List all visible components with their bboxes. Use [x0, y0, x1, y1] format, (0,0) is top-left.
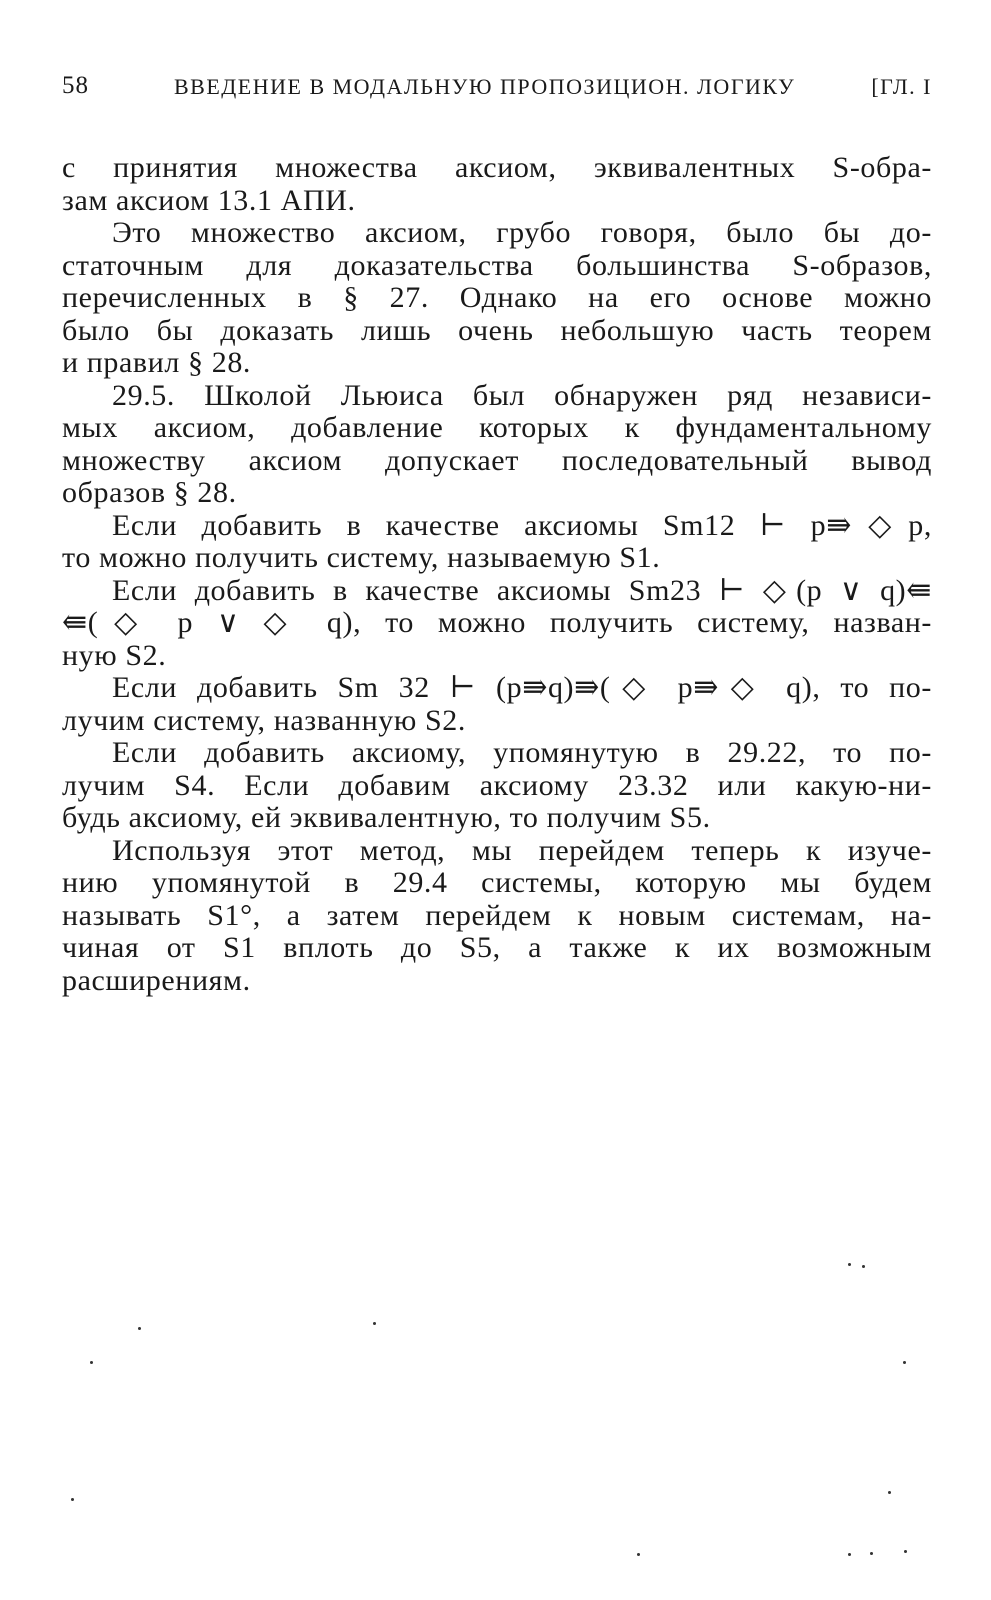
text-line: Если добавить в качестве аксиомы Sm12 ⊢ p⇛◇p, [112, 509, 932, 542]
scan-speck [903, 1361, 906, 1364]
scan-speck [848, 1553, 851, 1556]
text-line: называть S1°, а затем перейдем к новым системам, на- [62, 899, 932, 932]
text-line: Это множество аксиом, грубо говоря, было бы до- [112, 217, 932, 249]
scan-speck [848, 1263, 851, 1266]
text-line: чиная от S1 вплоть до S5, а также к их возможным [62, 932, 932, 964]
chapter-marker: [ГЛ. I [871, 74, 932, 99]
text-line: множеству аксиом допускает последовательный вывод [62, 444, 932, 477]
text-line: ⇚(◇ p ∨ ◇ q), то можно получить систему, назван- [62, 607, 932, 639]
text-line: и правил § 28. [62, 346, 252, 379]
text-line: ную S2. [62, 638, 167, 672]
text-line: статочным для доказательства большинства S-образов, [62, 249, 932, 282]
text-line: мых аксиом, добавление которых к фундаментальному [62, 412, 932, 444]
text-line: то можно получить систему, называемую S1. [62, 541, 661, 574]
running-title: ВВЕДЕНИЕ В МОДАЛЬНУЮ ПРОПОЗИЦИОН. ЛОГИКУ [174, 74, 796, 99]
running-header [62, 72, 932, 106]
text-line: зам аксиом 13.1 АПИ. [62, 183, 356, 217]
text-line: Используя этот метод, мы перейдем теперь к изуче- [112, 834, 932, 867]
text-line: 29.5. Школой Льюиса был обнаружен ряд независи- [112, 379, 932, 412]
scan-speck [870, 1552, 873, 1555]
scan-speck [138, 1327, 141, 1330]
scan-speck [71, 1498, 74, 1501]
scan-speck [373, 1322, 376, 1325]
scan-speck [904, 1550, 907, 1553]
scan-speck [90, 1361, 93, 1364]
text-line: лучим S4. Если добавим аксиому 23.32 или какую-ни- [62, 769, 932, 802]
text-line: с принятия множества аксиом, эквивалентных S-обра- [62, 152, 932, 184]
text-line: расширениям. [62, 963, 251, 997]
text-line: нию упомянутой в 29.4 системы, которую мы будем [62, 867, 932, 899]
text-line: Если добавить аксиому, упомянутую в 29.22, то по- [112, 737, 932, 769]
text-line: Если добавить Sm 32 ⊢ (p⇛q)⇛(◇ p⇛◇ q), то по- [112, 672, 932, 704]
scan-speck [637, 1553, 640, 1556]
text-line: лучим систему, названную S2. [62, 703, 467, 737]
text-line: Если добавить в качестве аксиомы Sm23 ⊢ ◇(p ∨ q)⇚ [112, 574, 932, 607]
page-number: 58 [62, 72, 89, 99]
text-line: будь аксиому, ей эквивалентную, то получим S5. [62, 801, 711, 834]
body-text [62, 152, 932, 997]
scan-speck [888, 1491, 891, 1494]
text-line: было бы доказать лишь очень небольшую часть теорем [62, 314, 932, 347]
text-line: образов § 28. [62, 476, 237, 509]
scan-speck [862, 1265, 865, 1268]
text-line: перечисленных в § 27. Однако на его основе можно [62, 282, 932, 314]
